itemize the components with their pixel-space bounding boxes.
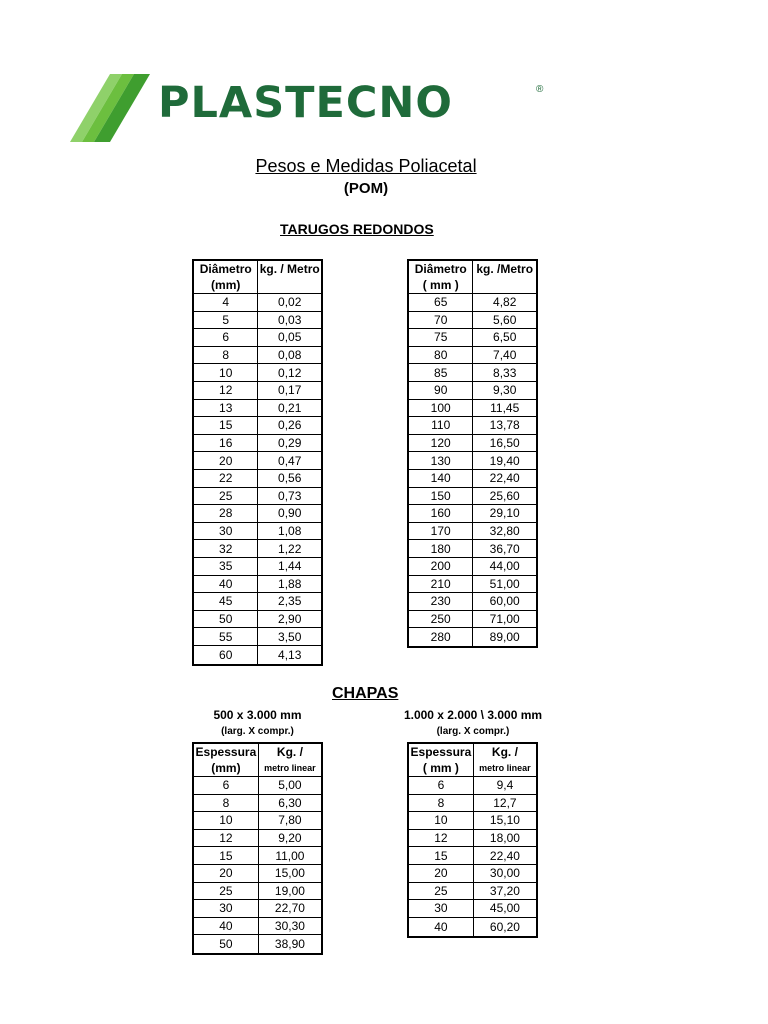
weight-cell: 89,00 [473, 628, 537, 648]
sheets-left-note: (larg. X compr.) [221, 726, 294, 737]
table-row [408, 452, 537, 470]
table-row [193, 829, 322, 847]
weight-cell: 29,10 [473, 505, 537, 523]
weight-cell: 12,7 [473, 794, 537, 812]
table-row [193, 847, 322, 865]
weight-cell: 36,70 [473, 540, 537, 558]
size-cell: 110 [408, 417, 473, 435]
size-cell: 25 [193, 882, 258, 900]
size-cell: 12 [193, 381, 258, 399]
weight-cell: 0,90 [258, 505, 322, 523]
table-row [193, 917, 322, 935]
table-row [408, 557, 537, 575]
table-row [408, 540, 537, 558]
size-cell: 6 [193, 777, 258, 795]
header-weight: kg. / Metro [259, 262, 320, 276]
header-weight: Kg. / [491, 745, 518, 759]
table-row [193, 812, 322, 830]
weight-cell: 1,22 [258, 540, 322, 558]
table-row [408, 777, 537, 795]
weight-cell: 2,90 [258, 610, 322, 628]
size-cell: 20 [193, 864, 258, 882]
size-cell: 12 [193, 829, 258, 847]
weight-cell: 0,29 [258, 434, 322, 452]
size-cell: 20 [408, 864, 473, 882]
size-cell: 5 [193, 311, 258, 329]
sheets-left-size: 500 x 3.000 mm [213, 708, 302, 722]
size-cell: 30 [193, 900, 258, 918]
table-row [193, 505, 322, 523]
logo-stripes-icon [70, 70, 160, 145]
table-row [193, 469, 322, 487]
table-row [408, 346, 537, 364]
table-row [408, 381, 537, 399]
table-row [193, 935, 322, 955]
table-row [193, 610, 322, 628]
header-thickness-unit: (mm) [211, 761, 241, 775]
table-row [193, 882, 322, 900]
size-cell: 10 [193, 364, 258, 382]
table-row [408, 522, 537, 540]
table-row [193, 294, 322, 312]
table-row [408, 847, 537, 865]
header-diameter-unit: (mm) [211, 278, 241, 292]
table-row [408, 917, 537, 937]
table-row [193, 777, 322, 795]
size-cell: 250 [408, 610, 473, 628]
size-cell: 30 [408, 900, 473, 918]
sheets-right-note: (larg. X compr.) [436, 726, 510, 737]
size-cell: 60 [193, 645, 258, 665]
size-cell: 85 [408, 364, 473, 382]
weight-cell: 32,80 [473, 522, 537, 540]
size-cell: 230 [408, 593, 473, 611]
size-cell: 10 [193, 812, 258, 830]
size-cell: 75 [408, 329, 473, 347]
table-row [193, 593, 322, 611]
size-cell: 30 [193, 522, 258, 540]
table-row [408, 487, 537, 505]
table-row [193, 487, 322, 505]
weight-cell: 7,80 [258, 812, 322, 830]
weight-cell: 0,26 [258, 417, 322, 435]
weight-cell: 22,40 [473, 469, 537, 487]
table-row [193, 557, 322, 575]
weight-cell: 1,44 [258, 557, 322, 575]
size-cell: 45 [193, 593, 258, 611]
weight-cell: 6,30 [258, 794, 322, 812]
weight-cell: 22,70 [258, 900, 322, 918]
weight-cell: 37,20 [473, 882, 537, 900]
header-diameter-unit: ( mm ) [422, 278, 459, 292]
table-row [193, 794, 322, 812]
table-row [408, 593, 537, 611]
weight-cell: 2,35 [258, 593, 322, 611]
size-cell: 8 [193, 346, 258, 364]
weight-cell: 30,30 [258, 917, 322, 935]
table-row [193, 364, 322, 382]
header-weight: Kg. / [276, 745, 303, 759]
header-thickness: Espessura [410, 745, 472, 759]
weight-cell: 1,08 [258, 522, 322, 540]
table-row [193, 864, 322, 882]
weight-cell: 0,21 [258, 399, 322, 417]
size-cell: 40 [193, 575, 258, 593]
size-cell: 65 [408, 294, 473, 312]
header-weight: kg. /Metro [476, 262, 534, 276]
table-row [408, 417, 537, 435]
size-cell: 28 [193, 505, 258, 523]
weight-cell: 5,00 [258, 777, 322, 795]
table-row [193, 417, 322, 435]
size-cell: 6 [408, 777, 473, 795]
size-cell: 55 [193, 628, 258, 646]
sheets-table-right [407, 742, 538, 938]
size-cell: 80 [408, 346, 473, 364]
weight-cell: 0,73 [258, 487, 322, 505]
table-row [408, 812, 537, 830]
weight-cell: 9,20 [258, 829, 322, 847]
table-row [408, 864, 537, 882]
header-diameter: Diâmetro [414, 262, 467, 276]
table-row [408, 628, 537, 648]
weight-cell: 15,00 [258, 864, 322, 882]
size-cell: 32 [193, 540, 258, 558]
sheets-right-thickness-header [408, 743, 473, 777]
size-cell: 20 [193, 452, 258, 470]
size-cell: 50 [193, 610, 258, 628]
weight-cell: 4,13 [258, 645, 322, 665]
page-title: Pesos e Medidas Poliacetal [255, 156, 477, 176]
weight-cell: 1,88 [258, 575, 322, 593]
size-cell: 13 [193, 399, 258, 417]
weight-cell: 8,33 [473, 364, 537, 382]
table-row [193, 645, 322, 665]
weight-cell: 0,05 [258, 329, 322, 347]
table-row [408, 882, 537, 900]
weight-cell: 9,30 [473, 381, 537, 399]
weight-cell: 16,50 [473, 434, 537, 452]
table-row [193, 329, 322, 347]
table-row [408, 294, 537, 312]
size-cell: 15 [193, 847, 258, 865]
weight-cell: 51,00 [473, 575, 537, 593]
size-cell: 50 [193, 935, 258, 955]
header-diameter: Diâmetro [199, 262, 252, 276]
table-row [193, 452, 322, 470]
registered-mark: ® [536, 84, 544, 95]
table-row [193, 540, 322, 558]
table-row [193, 900, 322, 918]
weight-cell: 4,82 [473, 294, 537, 312]
sheets-table-left [192, 742, 323, 955]
rods-left-weight-header [258, 260, 322, 294]
table-row [193, 434, 322, 452]
size-cell: 170 [408, 522, 473, 540]
table-row [193, 311, 322, 329]
rods-right-weight-header [473, 260, 537, 294]
size-cell: 15 [408, 847, 473, 865]
header-thickness: Espessura [195, 745, 257, 759]
weight-cell: 60,00 [473, 593, 537, 611]
brand-logo [70, 70, 544, 145]
table-row [408, 329, 537, 347]
weight-cell: 0,02 [258, 294, 322, 312]
weight-cell: 11,00 [258, 847, 322, 865]
size-cell: 6 [193, 329, 258, 347]
table-row [408, 505, 537, 523]
weight-cell: 0,12 [258, 364, 322, 382]
size-cell: 12 [408, 829, 473, 847]
rods-heading: TARUGOS REDONDOS [280, 221, 434, 237]
sheets-left-thickness-header [193, 743, 258, 777]
size-cell: 280 [408, 628, 473, 648]
weight-cell: 9,4 [473, 777, 537, 795]
weight-cell: 0,47 [258, 452, 322, 470]
weight-cell: 7,40 [473, 346, 537, 364]
table-row [408, 364, 537, 382]
size-cell: 8 [408, 794, 473, 812]
sheets-heading: CHAPAS [332, 685, 399, 702]
rods-table-right [407, 259, 538, 648]
weight-cell: 11,45 [473, 399, 537, 417]
weight-cell: 18,00 [473, 829, 537, 847]
rods-right-diameter-header [408, 260, 473, 294]
table-row [408, 610, 537, 628]
weight-cell: 71,00 [473, 610, 537, 628]
sheets-right-weight-header [473, 743, 537, 777]
weight-cell: 0,17 [258, 381, 322, 399]
size-cell: 22 [193, 469, 258, 487]
weight-cell: 30,00 [473, 864, 537, 882]
table-row [193, 399, 322, 417]
weight-cell: 0,03 [258, 311, 322, 329]
size-cell: 16 [193, 434, 258, 452]
table-row [408, 829, 537, 847]
size-cell: 35 [193, 557, 258, 575]
weight-cell: 19,40 [473, 452, 537, 470]
page-subtitle: (POM) [343, 180, 389, 197]
weight-cell: 5,60 [473, 311, 537, 329]
table-row [193, 346, 322, 364]
sheets-right-size: 1.000 x 2.000 \ 3.000 mm [403, 708, 543, 722]
weight-cell: 45,00 [473, 900, 537, 918]
header-weight-unit: metro linear [479, 763, 531, 773]
weight-cell: 60,20 [473, 917, 537, 937]
weight-cell: 6,50 [473, 329, 537, 347]
size-cell: 25 [193, 487, 258, 505]
table-row [408, 575, 537, 593]
table-row [193, 575, 322, 593]
size-cell: 150 [408, 487, 473, 505]
size-cell: 8 [193, 794, 258, 812]
brand-name: PLASTECNO [158, 78, 453, 128]
table-row [408, 900, 537, 918]
size-cell: 100 [408, 399, 473, 417]
table-row [193, 522, 322, 540]
weight-cell: 0,56 [258, 469, 322, 487]
table-row [408, 399, 537, 417]
weight-cell: 13,78 [473, 417, 537, 435]
weight-cell: 19,00 [258, 882, 322, 900]
size-cell: 4 [193, 294, 258, 312]
size-cell: 200 [408, 557, 473, 575]
size-cell: 40 [408, 917, 473, 937]
size-cell: 160 [408, 505, 473, 523]
rods-left-diameter-header [193, 260, 258, 294]
weight-cell: 44,00 [473, 557, 537, 575]
size-cell: 140 [408, 469, 473, 487]
size-cell: 130 [408, 452, 473, 470]
header-thickness-unit: ( mm ) [422, 761, 459, 775]
table-row [193, 381, 322, 399]
size-cell: 15 [193, 417, 258, 435]
table-row [408, 794, 537, 812]
table-row [408, 469, 537, 487]
size-cell: 10 [408, 812, 473, 830]
weight-cell: 3,50 [258, 628, 322, 646]
size-cell: 180 [408, 540, 473, 558]
header-weight-unit: metro linear [264, 763, 316, 773]
size-cell: 70 [408, 311, 473, 329]
weight-cell: 15,10 [473, 812, 537, 830]
size-cell: 120 [408, 434, 473, 452]
sheets-left-weight-header [258, 743, 322, 777]
size-cell: 210 [408, 575, 473, 593]
size-cell: 40 [193, 917, 258, 935]
weight-cell: 38,90 [258, 935, 322, 955]
weight-cell: 22,40 [473, 847, 537, 865]
table-row [193, 628, 322, 646]
weight-cell: 0,08 [258, 346, 322, 364]
rods-table-left [192, 259, 323, 666]
size-cell: 25 [408, 882, 473, 900]
table-row [408, 434, 537, 452]
table-row [408, 311, 537, 329]
size-cell: 90 [408, 381, 473, 399]
weight-cell: 25,60 [473, 487, 537, 505]
